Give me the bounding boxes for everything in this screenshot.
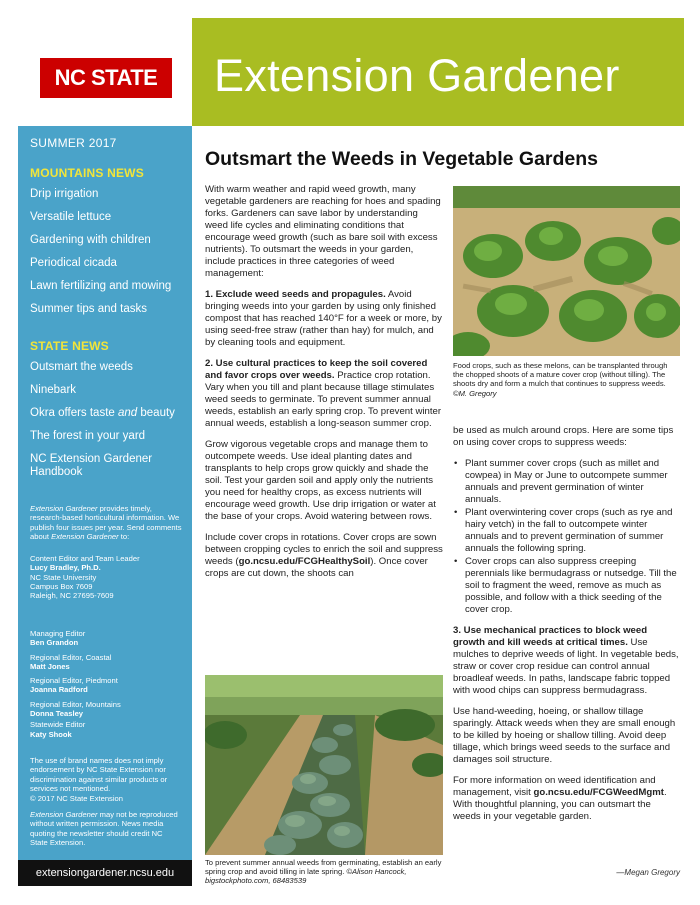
practice-3-paragraph bbox=[453, 625, 680, 697]
staff-block bbox=[30, 629, 182, 739]
hand-weeding-paragraph: Use hand-weeding, hoeing, or shallow tillage sparingly. Attack weeds when they are small enough to be killed by hoeing or shallow tilling. Avoid deep tillage, which brings weed seeds to the surface and damages soil structure. bbox=[453, 706, 676, 765]
practice-2-heading: 2. Use cultural practices to keep the soil covered and favor crops over weeds. bbox=[205, 358, 428, 381]
caption-bottom-credit: ©Alison Hancock, bigstockphoto.com, 68483539 bbox=[205, 867, 407, 886]
sidebar bbox=[18, 126, 192, 886]
list-item: • Plant summer cover crops (such as millet and cowpea) in May or June to outcompete summer annuals and prevent germination of winter annuals. bbox=[453, 458, 680, 506]
state-news-heading: STATE NEWS bbox=[30, 339, 109, 353]
practice-2-paragraph bbox=[205, 358, 443, 430]
sidebar-item-gardening-children[interactable]: Gardening with children bbox=[30, 234, 151, 246]
staff-name: Donna Teasley bbox=[30, 709, 84, 719]
practice-1-body: Avoid bringing weeds into your garden by using only finished compost that has reached 140°F for a week or more, by using seed-free straw (rather than hay) for mulch, and by cleaning tools and equipment. bbox=[205, 289, 442, 348]
sidebar-item-outsmart-weeds[interactable]: Outsmart the weeds bbox=[30, 361, 133, 373]
copyright: © 2017 NC State Extension bbox=[30, 794, 123, 803]
reprint-notice bbox=[30, 810, 182, 847]
sidebar-item-forest-yard[interactable]: The forest in your yard bbox=[30, 430, 146, 442]
masthead-banner bbox=[18, 18, 684, 126]
more-info-text: For more information on weed identification and management, visit bbox=[453, 775, 656, 798]
sidebar-item-drip-irrigation[interactable]: Drip irrigation bbox=[30, 188, 99, 200]
cover-crops-text: Include cover crops in rotations. Cover crops are sown between cropping cycles to enrich the soil and suppress weeds ( bbox=[205, 532, 443, 567]
sidebar-item-periodical-cicada[interactable]: Periodical cicada bbox=[30, 257, 117, 269]
healthy-soil-link[interactable]: go.ncsu.edu/FCGHealthySoil bbox=[238, 556, 371, 567]
article-title: Outsmart the Weeds in Vegetable Gardens bbox=[205, 148, 599, 170]
practice-1-paragraph bbox=[205, 289, 443, 349]
nc-state-logo: NC STATE bbox=[40, 58, 172, 98]
melon-crops-illustration bbox=[453, 186, 680, 356]
caption-bottom-text: To prevent summer annual weeds from germinating, establish an early spring crop and avoid tilling in late spring. bbox=[205, 858, 442, 877]
about-text: provides timely, research-based horticultural information. We publish four issues per year. Send comments about bbox=[30, 504, 182, 541]
staff-role: Managing Editor bbox=[30, 629, 86, 638]
caption-top-text: Food crops, such as these melons, can be transplanted through the chopped shoots of a mature cover crop (without tilling). The shoots dry and form a mulch that continues to suppress weeds. bbox=[453, 361, 668, 389]
disclaimer: The use of brand names does not imply endorsement by NC State Extension nor discrimination against similar products or services not mentioned. bbox=[30, 756, 168, 793]
staff-name: Joanna Radford bbox=[30, 685, 88, 695]
cover-crops-paragraph bbox=[205, 532, 443, 580]
staff-role: Regional Editor, Mountains bbox=[30, 699, 121, 709]
melon-crops-photo bbox=[453, 186, 680, 356]
about-pub-name-2: Extension Gardener bbox=[51, 531, 119, 541]
contact-box: Campus Box 7609 bbox=[30, 581, 93, 591]
list-item: • Plant overwintering cover crops (such as rye and hairy vetch) in the fall to outcompete winter annuals and to prevent germination of summer annuals the following spring. bbox=[453, 507, 680, 555]
cover-crop-tips-intro: be used as mulch around crops. Here are some tips on using cover crops to suppress weeds: bbox=[453, 425, 674, 448]
logo-panel bbox=[18, 18, 192, 126]
garden-beds-photo bbox=[205, 675, 443, 855]
cover-crops-text-end: ). Once cover crops are cut down, the shoots can bbox=[205, 556, 428, 579]
reprint-text: may not be reproduced without written permission. News media quoting the newsletter should credit NC State Extension. bbox=[30, 810, 178, 847]
caption-bottom bbox=[205, 858, 443, 886]
masthead-title: Extension Gardener bbox=[214, 50, 620, 101]
vigorous-crops-paragraph: Grow vigorous vegetable crops and manage them to outcompete weeds. Use ideal planting dates and transplants to help crops grow quickly and shade the soil. Test your garden soil and apply only the nutrients you need for healthy crops, as excess nutrients will encourage weed growth. Use drip irrigation or water at the base of your crops. Avoid watering between rows. bbox=[205, 439, 436, 522]
caption-top-credit: ©M. Gregory bbox=[453, 388, 497, 398]
intro-paragraph: With warm weather and rapid weed growth, many vegetable gardeners are reaching for hoes and spading forks. Gardeners can save labor by understanding weed life cycles and eliminating conditions that encourage weed growth (such as bare soil with excess nutrients). To outsmart the weeds in your garden, include practices in three categories of weed management: bbox=[205, 184, 441, 279]
more-info-text-end: . With thoughtful planning, you can outsmart the weeds in your vegetable garden. bbox=[453, 787, 667, 822]
staff-role: Regional Editor, Piedmont bbox=[30, 676, 118, 686]
cover-crop-tips-list bbox=[453, 458, 680, 616]
weed-mgmt-link[interactable]: go.ncsu.edu/FCGWeedMgmt bbox=[533, 787, 664, 798]
practice-2-body: Practice crop rotation. Vary when you till and plant because tillage stimulates weed seeds to germinate. To prevent summer annual weeds, establish an early spring crop. To prevent winter annual weeds, establish a long-season summer crop. bbox=[205, 370, 442, 429]
staff-name: Ben Grandon bbox=[30, 638, 79, 648]
website-url[interactable]: extensiongardener.ncsu.edu bbox=[18, 860, 192, 886]
about-pub-name: Extension Gardener bbox=[30, 504, 98, 513]
sidebar-item-ninebark[interactable]: Ninebark bbox=[30, 384, 77, 396]
caption-top bbox=[453, 361, 680, 398]
author-signature: —Megan Gregory bbox=[616, 868, 680, 877]
about-blurb bbox=[30, 504, 182, 541]
sidebar-item-summer-tips[interactable]: Summer tips and tasks bbox=[30, 303, 147, 315]
practice-1-heading: 1. Exclude weed seeds and propagules. bbox=[205, 289, 386, 300]
sidebar-item-lawn-fertilizing[interactable]: Lawn fertilizing and mowing bbox=[30, 280, 172, 292]
sidebar-item-versatile-lettuce[interactable]: Versatile lettuce bbox=[30, 211, 112, 223]
staff-role: Statewide Editor bbox=[30, 720, 86, 730]
reprint-pub-name: Extension Gardener bbox=[30, 810, 98, 819]
contact-block bbox=[30, 554, 182, 600]
issue-label: SUMMER 2017 bbox=[30, 136, 117, 150]
contact-name: Lucy Bradley, Ph.D. bbox=[30, 563, 101, 573]
contact-city: Raleigh, NC 27695-7609 bbox=[30, 591, 114, 601]
article-column-left bbox=[205, 184, 443, 589]
article-column-right bbox=[453, 425, 680, 832]
practice-3-body: Use mulches to deprive weeds of light. In vegetable beds, straw or cover crop residue can control annual broadleaf weeds. In paths, landscape fabric topped with wood chips can suppress bermudagrass. bbox=[453, 637, 679, 696]
about-end: to: bbox=[118, 531, 130, 541]
more-info-paragraph bbox=[453, 775, 680, 823]
staff-role: Regional Editor, Coastal bbox=[30, 652, 112, 662]
contact-role: Content Editor and Team Leader bbox=[30, 554, 140, 563]
contact-org: NC State University bbox=[30, 572, 97, 582]
staff-name: Katy Shook bbox=[30, 729, 72, 739]
list-item: • Cover crops can also suppress creeping perennials like bermudagrass or nutsedge. Till the soil to fragment the weed, remove as much as possible, and follow with a thick seeding of the cover crop. bbox=[453, 556, 680, 616]
practice-3-heading: 3. Use mechanical practices to block weed growth and kill weeds at critical times. bbox=[453, 625, 648, 648]
sidebar-item-handbook-line2[interactable]: Handbook bbox=[30, 466, 83, 478]
sidebar-item-handbook[interactable]: NC Extension Gardener bbox=[30, 453, 153, 465]
garden-beds-illustration bbox=[205, 675, 443, 855]
mountains-news-heading: MOUNTAINS NEWS bbox=[30, 166, 144, 180]
staff-name: Matt Jones bbox=[30, 661, 70, 671]
sidebar-item-okra[interactable]: Okra offers taste and beauty bbox=[30, 407, 175, 419]
